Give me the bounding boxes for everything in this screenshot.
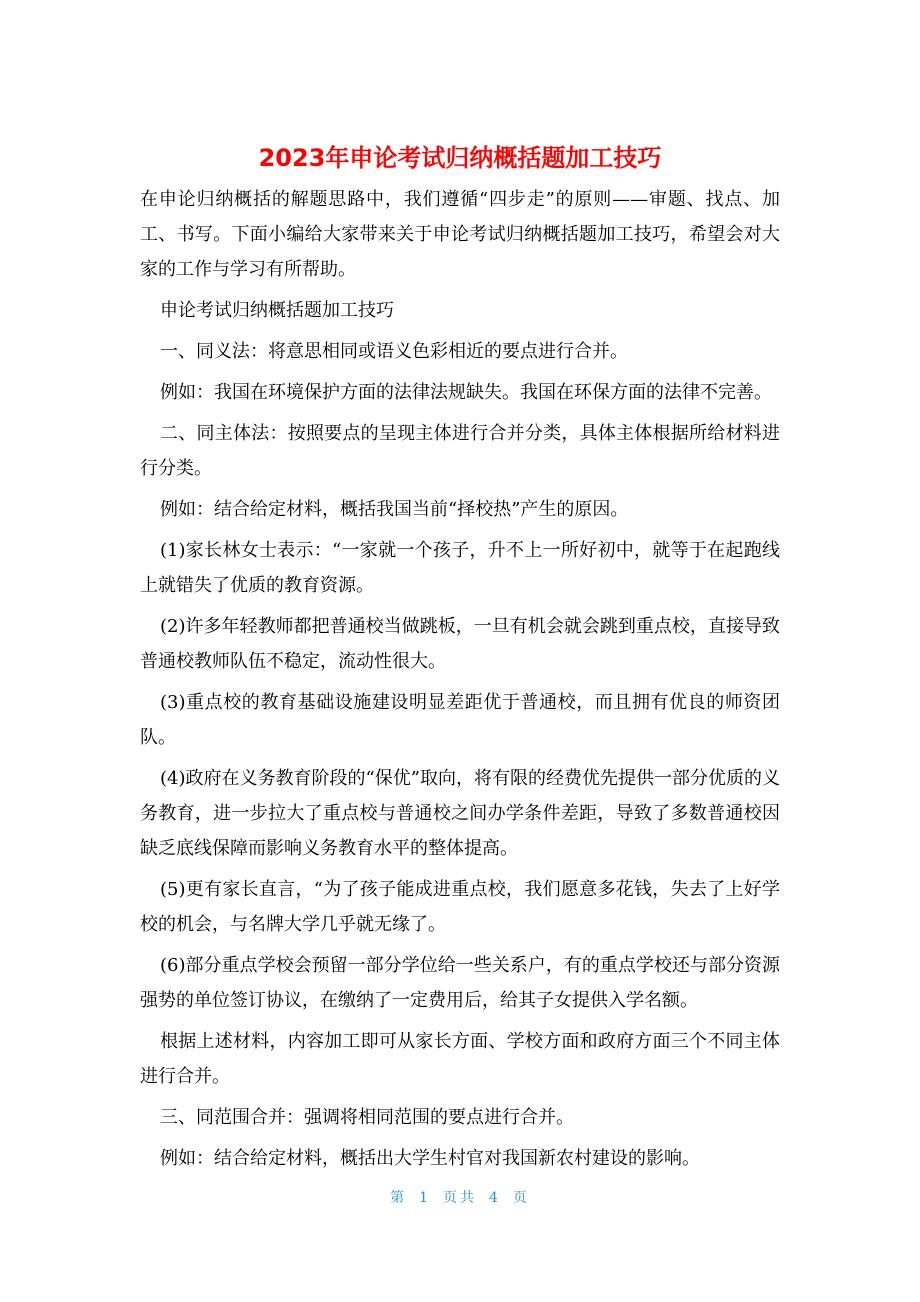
paragraph: (5)更有家长直言，“为了孩子能成进重点校，我们愿意多花钱，失去了上好学校的机会，与名牌大学几乎就无缘了。	[140, 879, 780, 935]
paragraph-subtitle: 申论考试归纳概括题加工技巧	[160, 300, 394, 321]
paragraph: 二、同主体法：按照要点的呈现主体进行合并分类，具体主体根据所给材料进行分类。	[140, 423, 780, 479]
paragraph: 例如：结合给定材料，概括出大学生村官对我国新农村建设的影响。	[160, 1148, 700, 1169]
paragraph-intro: 在申论归纳概括的解题思路中，我们遵循“四步走”的原则——审题、找点、加工、书写。下面小编给大家带来关于申论考试归纳概括题加工技巧，希望会对大家的工作与学习有所帮助。	[140, 189, 780, 280]
footer-total-pages: 4	[489, 1190, 501, 1206]
document-title: 2023年申论考试归纳概括题加工技巧	[258, 144, 662, 172]
paragraph: 一、同义法：将意思相同或语义色彩相近的要点进行合并。	[160, 341, 628, 362]
paragraph: 三、同范围合并：强调将相同范围的要点进行合并。	[160, 1107, 574, 1128]
paragraph: (3)重点校的教育基础设施建设明显差距优于普通校，而且拥有优良的师资团队。	[140, 692, 780, 748]
footer-page-number: 1	[419, 1190, 431, 1206]
paragraph: (1)家长林女士表示：“一家就一个孩子，升不上一所好初中，就等于在起跑线上就错失了优质的教育资源。	[140, 540, 780, 596]
paragraph: (2)许多年轻教师都把普通校当做跳板，一旦有机会就会跳到重点校，直接导致普通校教师队伍不稳定，流动性很大。	[140, 616, 780, 672]
paragraph: (4)政府在义务教育阶段的“保优”取向，将有限的经费优先提供一部分优质的义务教育，进一步拉大了重点校与普通校之间办学条件差距，导致了多数普通校因缺乏底线保障而影响义务教育水平的整体提高。	[140, 768, 780, 859]
footer-label-middle: 页共	[443, 1190, 477, 1206]
paragraph: (6)部分重点学校会预留一部分学位给一些关系户，有的重点学校还与部分资源强势的单位签订协议，在缴纳了一定费用后，给其子女提供入学名额。	[140, 955, 780, 1011]
paragraph: 例如：我国在环境保护方面的法律法规缺失。我国在环保方面的法律不完善。	[160, 382, 772, 403]
footer-label-suffix: 页	[512, 1190, 530, 1206]
document-body	[140, 182, 780, 1182]
paragraph: 根据上述材料，内容加工即可从家长方面、学校方面和政府方面三个不同主体进行合并。	[140, 1031, 780, 1087]
paragraph: 例如：结合给定材料，概括我国当前“择校热”产生的原因。	[160, 499, 629, 520]
footer-label-prefix: 第	[390, 1190, 408, 1206]
page-footer	[0, 1186, 920, 1210]
